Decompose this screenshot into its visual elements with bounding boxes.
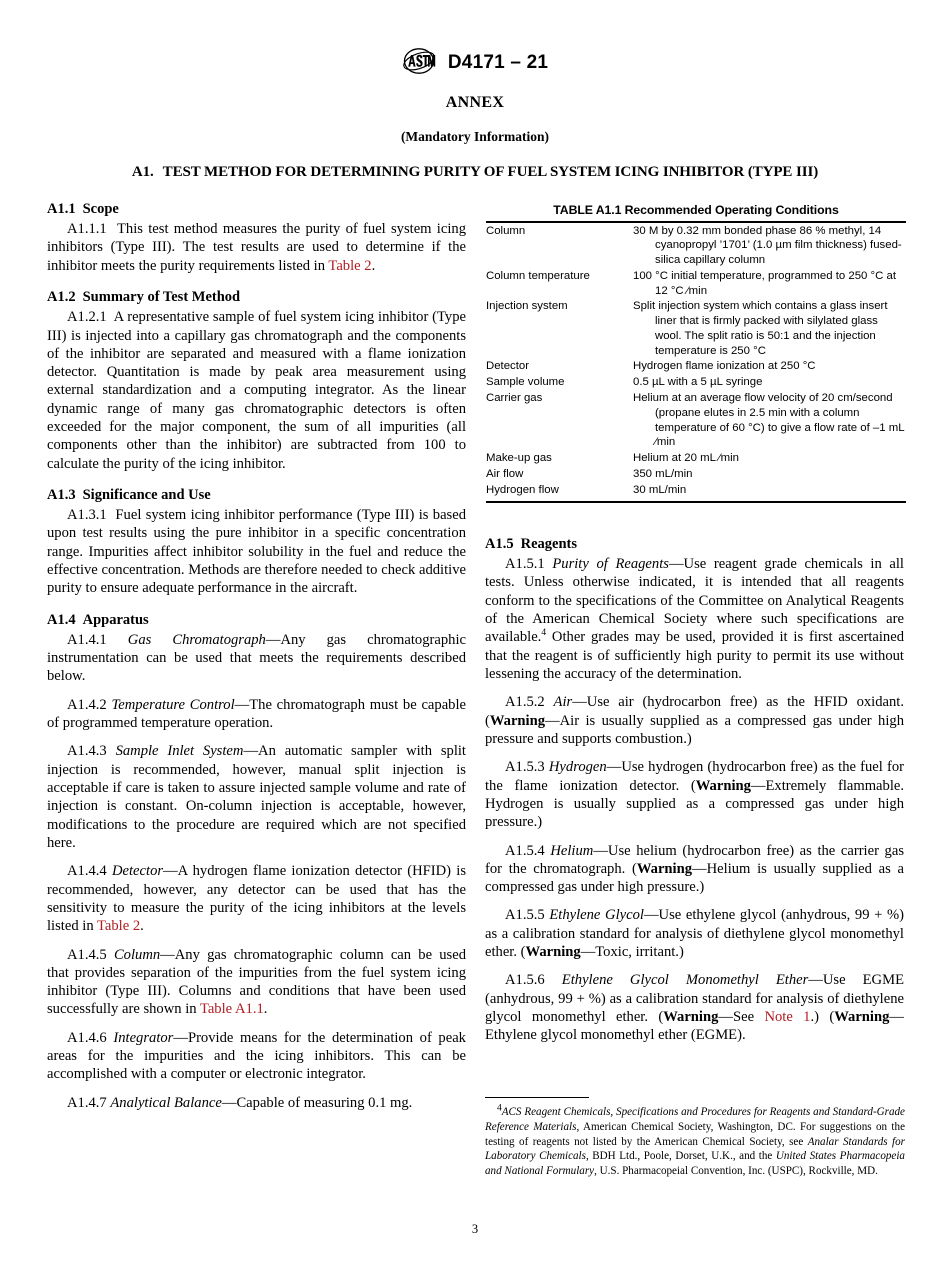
footnote-title-2: Analar Standards for Laboratory Chemicals <box>485 1135 905 1163</box>
table-cell-key: Detector <box>486 360 530 373</box>
warning-label: Warning <box>695 777 751 794</box>
paragraph-text: —Use ethylene glycol (anhydrous, 99 + %) as a calibration standard for analysis of diethylene glycol monomethyl ether. ( <box>485 907 904 961</box>
paragraph-term: Detector <box>111 863 164 880</box>
section-title: Apparatus <box>82 611 149 628</box>
table-row <box>486 223 906 268</box>
table-cell-value-text: Hydrogen flame ionization at 250 °C <box>633 360 816 373</box>
table-cell-value <box>633 223 906 268</box>
paragraph-a1-5-6 <box>485 971 904 1044</box>
table-cell-key: Column <box>486 224 526 237</box>
table-cell-value <box>633 299 906 359</box>
table-bottom-rule <box>486 501 906 503</box>
paragraph-a1-5-5 <box>485 906 904 961</box>
paragraph-a1-5-1 <box>485 555 904 683</box>
paragraph-term: Column <box>113 946 161 963</box>
paragraph-term: Sample Inlet System <box>115 743 244 760</box>
paragraph-number: A1.4.1 <box>67 631 107 648</box>
table-cell-key: Air flow <box>486 468 524 481</box>
footnote-text <box>485 1105 905 1179</box>
paragraph-text: Fuel system icing inhibitor performance (Type III) is based upon test results using the pure inhibitor in a specific concentration range. Impurities affect inhibitor solubility in the fuel and reduce the effective concentration. Methods are therefore needed to check additive purity to ensure adequate performance in the aircraft. <box>47 507 467 597</box>
paragraph-text-tail: —Air is usually supplied as a compressed gas under high pressure and supports combustion.) <box>485 712 904 747</box>
paragraph-a1-5-2 <box>485 693 904 748</box>
paragraph-term: Integrator <box>113 1029 174 1046</box>
paragraph-text: —A hydrogen flame ionization detector (HFID) is recommended, however, any detector can be used that has the sensitivity to measure the purity of the icing inhibitors at the levels listed in <box>47 863 467 935</box>
link-note-1[interactable]: Note 1 <box>764 1009 811 1025</box>
table-cell-value-text: Helium at an average flow velocity of 20 cm/second (propane elutes in 2.5 min with a column temperature of 60 °C) to give a flow rate of –1 mL ⁄min <box>633 392 905 449</box>
footnote-marker: 4 <box>541 628 547 639</box>
table-row <box>486 299 906 359</box>
annex-a1-number: A1. <box>131 164 154 180</box>
section-label: A1.2 <box>47 289 76 306</box>
section-heading-a1-4 <box>47 611 466 629</box>
paragraph-number: A1.5.5 <box>505 907 545 924</box>
section-title: Significance and Use <box>82 487 211 503</box>
paragraph-text-tail: —Helium is usually supplied as a compressed gas under high pressure.) <box>485 860 905 896</box>
paragraph-a1-2-1 <box>47 308 466 473</box>
paragraph-number: A1.4.5 <box>67 946 107 963</box>
link-table-a1-1[interactable]: Table A1.1 <box>199 1001 264 1018</box>
document-id: D4171 – 21 <box>447 52 549 73</box>
table-cell-value <box>633 451 906 467</box>
section-heading-a1-1 <box>47 200 466 218</box>
table-cell-value <box>633 467 906 483</box>
warning-label: Warning <box>834 1009 890 1025</box>
table-cell-key: Sample volume <box>486 376 565 389</box>
table-cell-key: Hydrogen flow <box>486 484 559 497</box>
table-cell-value-text: 30 M by 0.32 mm bonded phase 86 % methyl, 14 cyanopropyl ’1701’ (1.0 µm film thickness) fused-silica capillary column <box>633 224 902 266</box>
footnote-body-1: , American Chemical Society, Washington, DC. For suggestions on the testing of reagents not listed by the American Chemical Society, see <box>485 1120 905 1148</box>
paragraph-text: —The chromatograph must be capable of programmed temperature operation. <box>47 696 466 732</box>
paragraph-term: Purity of Reagents <box>552 556 669 573</box>
paragraph-a1-4-7 <box>47 1094 466 1112</box>
paragraph-number: A1.4.6 <box>67 1029 107 1046</box>
paragraph-text: This test method measures the purity of fuel system icing inhibitors (Type III). The test results are used to determine if the inhibitor meets the purity requirements listed in <box>47 221 466 274</box>
table-row <box>486 482 906 499</box>
table-cell-value-text: Helium at 20 mL ⁄min <box>633 452 739 465</box>
paragraph-a1-4-5 <box>47 946 466 1019</box>
paragraph-text: —Use EGME (anhydrous, 99 + %) as a calibration standard for analysis of diethylene glycol monomethyl ether. ( <box>485 972 904 1025</box>
paragraph-number: A1.1.1 <box>67 221 107 238</box>
annex-a1-title: TEST METHOD FOR DETERMINING PURITY OF FUEL SYSTEM ICING INHIBITOR (TYPE III) <box>162 164 819 180</box>
table-cell-key: Carrier gas <box>486 392 543 405</box>
table-row <box>486 451 906 467</box>
running-head <box>0 48 950 79</box>
annex-mandatory-label: (Mandatory Information) <box>400 129 550 144</box>
paragraph-number: A1.2.1 <box>67 309 107 326</box>
paragraph-text-tail: Other grades may be used, provided it is first ascertained that the reagent is of sufficiently high purity to permit its use without lessening the accuracy of the determination. <box>485 629 904 682</box>
paragraph-text-tail: . <box>140 918 144 935</box>
link-table-2[interactable]: Table 2 <box>97 918 141 935</box>
paragraph-number: A1.4.3 <box>67 743 107 760</box>
section-heading-a1-5 <box>485 535 904 553</box>
operating-conditions-table <box>486 221 906 500</box>
paragraph-number: A1.5.4 <box>505 842 545 859</box>
table-cell-value <box>633 268 906 299</box>
table-cell-value-text: 100 °C initial temperature, programmed to 250 °C at 12 °C ⁄min <box>633 269 896 297</box>
table-cell-key: Injection system <box>486 300 568 313</box>
warning-label: Warning <box>489 712 546 729</box>
paragraph-text-tail: —Toxic, irritant.) <box>580 944 684 961</box>
paragraph-term: Air <box>553 694 573 711</box>
paragraph-a1-4-3 <box>47 742 466 852</box>
paragraph-number: A1.3.1 <box>67 507 107 524</box>
section-heading-a1-2 <box>47 288 466 306</box>
table-cell-value-text: 350 mL/min <box>633 468 693 481</box>
annex-title: ANNEX <box>445 94 505 111</box>
section-title: Scope <box>82 201 119 217</box>
paragraph-text: —Any gas chromatographic column can be used that provides separation of the impurities from the fuel system icing inhibitor (Type III). Columns and conditions that have been used successfully are shown in <box>47 946 466 1018</box>
footnote-block <box>485 1097 905 1179</box>
paragraph-term: Gas Chromatograph <box>127 631 266 648</box>
table-row <box>486 391 906 451</box>
paragraph-text: —Use hydrogen (hydrocarbon free) as the fuel for the flame ionization detector. ( <box>485 759 904 794</box>
footnote-title-3: United States Pharmacopeia and National Formulary <box>485 1150 905 1177</box>
paragraph-a1-5-3 <box>485 758 904 831</box>
paragraph-text: A representative sample of fuel system icing inhibitor (Type III) is injected into a capillary gas chromatograph and the components of the inhibitor are separated and measured with a flame ionization detector. Quantitation is made by peak area measurement using external standardization and a computing integrator. As the linear dynamic range of many gas chromatographic detectors is often exceeded for the major component, the sum of all impurities (all components other than the inhibitor) are subtracted from 100 to calculate the purity of the icing inhibitor. <box>47 309 466 472</box>
paragraph-text: .) ( <box>810 1009 835 1025</box>
table-cell-key: Make-up gas <box>486 452 552 465</box>
paragraph-a1-4-4 <box>47 862 466 935</box>
section-title: Reagents <box>520 536 577 552</box>
paragraph-number: A1.5.3 <box>505 759 545 776</box>
paragraph-number: A1.5.1 <box>505 556 545 573</box>
paragraph-text-tail: —Extremely flammable. Hydrogen is usually supplied as a compressed gas under high pressure.) <box>485 777 905 831</box>
paragraph-a1-3-1 <box>47 506 466 598</box>
paragraph-term: Analytical Balance <box>110 1094 222 1111</box>
paragraph-term: Hydrogen <box>548 759 607 776</box>
paragraph-text-tail: . <box>371 257 376 274</box>
table-cell-value <box>633 391 906 451</box>
section-label: A1.4 <box>47 611 76 628</box>
table-row <box>486 467 906 483</box>
paragraph-text: —Use reagent grade chemicals in all tests. Unless otherwise indicated, it is intended that all reagents conform to the specifications of the Committee on Analytical Reagents of the American Chemical Society where such specifications are available. <box>485 556 904 646</box>
table-cell-value <box>633 482 906 499</box>
paragraph-text-tail: —Ethylene glycol monomethyl ether (EGME). <box>485 1009 904 1044</box>
table-cell-value-text: 0.5 µL with a 5 µL syringe <box>633 376 763 389</box>
table-cell-value <box>633 359 906 375</box>
section-label: A1.3 <box>47 487 76 503</box>
link-table-2[interactable]: Table 2 <box>328 257 372 274</box>
paragraph-a1-4-1 <box>47 631 466 686</box>
paragraph-text: —Use air (hydrocarbon free) as the HFID oxidant. ( <box>485 694 904 729</box>
annex-a1-heading <box>0 164 950 181</box>
table-a1-1 <box>486 203 906 503</box>
paragraph-a1-5-4 <box>485 842 904 897</box>
table-row <box>486 375 906 391</box>
table-row <box>486 268 906 299</box>
paragraph-number: A1.5.6 <box>505 972 545 989</box>
paragraph-term: Ethylene Glycol <box>549 907 644 924</box>
paragraph-text: —See <box>718 1009 765 1025</box>
table-row <box>486 359 906 375</box>
section-label: A1.1 <box>47 201 76 217</box>
paragraph-text: —An automatic sampler with split injection is recommended, however, manual split injection is acceptable if care is taken to assure injected sample volume and rate of injection is constant. On-column injection is acceptable, however, modifications to the procedure are required which are not specified here. <box>47 743 466 851</box>
section-title: Summary of Test Method <box>82 289 241 306</box>
paragraph-a1-4-2 <box>47 696 466 733</box>
left-column <box>47 200 466 1113</box>
paragraph-text: —Capable of measuring 0.1 mg. <box>221 1094 413 1111</box>
astm-logo <box>402 48 436 79</box>
footnote-body-2: , BDH Ltd., Poole, Dorset, U.K., and the <box>585 1150 776 1163</box>
section-label: A1.5 <box>485 536 514 552</box>
paragraph-term: Helium <box>550 842 594 859</box>
paragraph-number: A1.5.2 <box>505 694 545 711</box>
footnote-title-1: ACS Reagent Chemicals, Specifications and Procedures for Reagents and Standard-Grade Reference Materials <box>485 1106 905 1133</box>
table-cell-value-text: 30 mL/min <box>633 484 687 497</box>
footnote-body-3: , U.S. Pharmacopeial Convention, Inc. (USPC), Rockville, MD. <box>594 1165 878 1177</box>
paragraph-a1-4-6 <box>47 1029 466 1084</box>
paragraph-text: —Use helium (hydrocarbon free) as the carrier gas for the chromatograph. ( <box>485 842 904 877</box>
paragraph-term: Temperature Control <box>111 696 235 713</box>
paragraph-number: A1.4.7 <box>67 1094 107 1111</box>
table-caption: TABLE A1.1 Recommended Operating Conditions <box>553 203 839 217</box>
paragraph-term: Ethylene Glycol Monomethyl Ether <box>561 972 809 989</box>
warning-label: Warning <box>525 944 581 961</box>
paragraph-text: —Any gas chromatographic instrumentation can be used that meets the requirements described below. <box>47 631 466 685</box>
right-column <box>485 535 904 1046</box>
paragraph-number: A1.4.4 <box>67 863 107 880</box>
paragraph-text-tail: . <box>263 1001 268 1018</box>
warning-label: Warning <box>663 1009 719 1025</box>
warning-label: Warning <box>636 860 693 877</box>
paragraph-number: A1.4.2 <box>67 696 107 713</box>
section-heading-a1-3 <box>47 486 466 504</box>
footnote-marker: 4 <box>497 1103 502 1114</box>
footnote-rule <box>485 1097 589 1098</box>
table-cell-value-text: Split injection system which contains a glass insert liner that is firmly packed with silylated glass wool. The split ratio is 50:1 and the injection temperature is 250 °C <box>633 300 888 357</box>
table-cell-key: Column temperature <box>486 269 590 282</box>
page-number: 3 <box>471 1222 479 1236</box>
table-cell-value <box>633 375 906 391</box>
paragraph-text: —Provide means for the determination of peak areas for the impurities and the icing inhibitors. This can be accomplished with a computer or electronic integrator. <box>47 1029 466 1083</box>
paragraph-a1-1-1 <box>47 220 466 275</box>
